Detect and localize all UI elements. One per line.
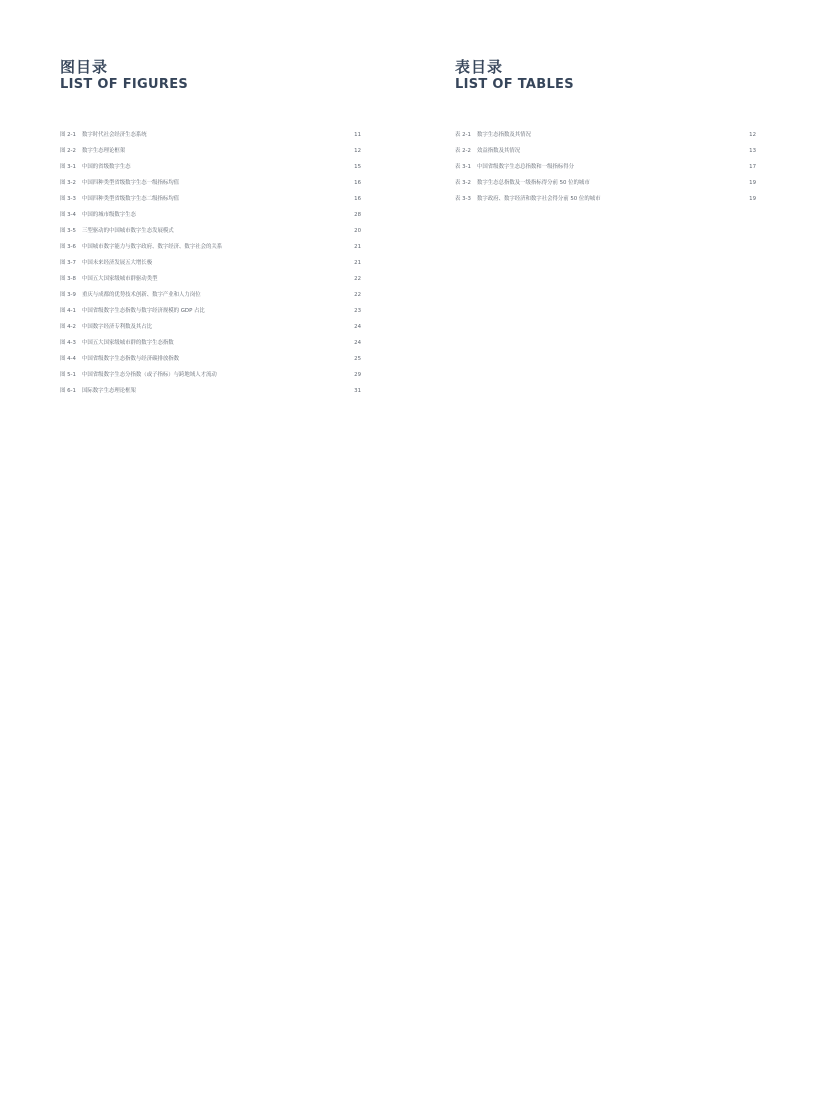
entry-label [60, 335, 174, 351]
entry-number: 图 3-9 [60, 292, 76, 298]
figure-list-item[interactable] [60, 191, 361, 207]
table-list-item[interactable] [455, 175, 756, 191]
figure-list-item[interactable] [60, 367, 361, 383]
entry-label [60, 159, 131, 175]
entry-number: 图 3-3 [60, 196, 76, 202]
entry-page-number: 22 [354, 276, 361, 282]
figure-list-item[interactable] [60, 175, 361, 191]
entry-page-number: 16 [354, 180, 361, 186]
tables-list [455, 127, 756, 207]
figures-title-en: LIST OF FIGURES [60, 77, 189, 92]
entry-label [60, 367, 217, 383]
entry-title: 中国数字经济专利数及其占比 [82, 324, 153, 330]
entry-number: 表 3-3 [455, 196, 471, 202]
figure-list-item[interactable] [60, 335, 361, 351]
entry-title: 中国四种类型省级数字生态二级指标均值 [82, 196, 180, 202]
entry-page-number: 20 [354, 228, 361, 234]
figure-list-item[interactable] [60, 207, 361, 223]
entry-title: 数字生态总指数及一级指标得分前 50 位的城市 [477, 180, 590, 186]
entry-title: 中国的城市级数字生态 [82, 212, 136, 218]
entry-page-number: 29 [354, 372, 361, 378]
entry-number: 图 4-3 [60, 340, 76, 346]
entry-number: 图 2-2 [60, 148, 76, 154]
entry-title: 中国的省级数字生态 [82, 164, 131, 170]
figure-list-item[interactable] [60, 143, 361, 159]
entry-page-number: 17 [749, 164, 756, 170]
entry-number: 图 3-8 [60, 276, 76, 282]
entry-label [60, 351, 179, 367]
entry-page-number: 13 [749, 148, 756, 154]
entry-title: 中国五大国家级城市群的数字生态指数 [82, 340, 174, 346]
entry-number: 图 3-6 [60, 244, 76, 250]
entry-page-number: 12 [354, 148, 361, 154]
entry-number: 图 3-2 [60, 180, 76, 186]
entry-label [60, 319, 152, 335]
figures-list [60, 127, 361, 399]
entry-number: 图 3-4 [60, 212, 76, 218]
entry-title: 数字时代社会经济生态系统 [82, 132, 147, 138]
entry-title: 三型驱动的中国城市数字生态发展模式 [82, 228, 174, 234]
entry-label [455, 143, 520, 159]
entry-label [455, 127, 531, 143]
entry-page-number: 19 [749, 196, 756, 202]
entry-label [60, 127, 147, 143]
entry-page-number: 21 [354, 244, 361, 250]
entry-page-number: 22 [354, 292, 361, 298]
entry-label [60, 287, 201, 303]
entry-title: 中国省级数字生态指数与经济碳排放指数 [82, 356, 180, 362]
entry-title: 中国城市数字能力与数字政府、数字经济、数字社会的关系 [82, 244, 223, 250]
figure-list-item[interactable] [60, 351, 361, 367]
entry-number: 图 6-1 [60, 388, 76, 394]
entry-label [455, 159, 574, 175]
entry-label [60, 239, 222, 255]
entry-label [60, 191, 179, 207]
tables-title-cn: 表目录 [455, 58, 504, 76]
figure-list-item[interactable] [60, 159, 361, 175]
entry-title: 效益指数及其情况 [477, 148, 521, 154]
figure-list-item[interactable] [60, 239, 361, 255]
table-list-item[interactable] [455, 127, 756, 143]
entry-number: 表 2-2 [455, 148, 471, 154]
entry-number: 图 5-1 [60, 372, 76, 378]
figure-list-item[interactable] [60, 271, 361, 287]
entry-page-number: 11 [354, 132, 361, 138]
entry-number: 图 3-7 [60, 260, 76, 266]
entry-label [60, 271, 157, 287]
entry-title: 数字生态理论框架 [82, 148, 126, 154]
entry-title: 国际数字生态理论框架 [82, 388, 136, 394]
entry-page-number: 12 [749, 132, 756, 138]
entry-title: 重庆与成都的优势技术创新、数字产业和人力岗位 [82, 292, 201, 298]
figure-list-item[interactable] [60, 303, 361, 319]
table-list-item[interactable] [455, 159, 756, 175]
entry-title: 中国省级数字生态总指数和一级指标得分 [477, 164, 575, 170]
entry-title: 中国未来经济发展五大增长极 [82, 260, 153, 266]
entry-label [60, 303, 205, 319]
entry-title: 中国四种类型省级数字生态一级指标均值 [82, 180, 180, 186]
entry-title: 中国省级数字生态指数与数字经济规模的 GDP 占比 [82, 308, 205, 314]
entry-number: 图 4-1 [60, 308, 76, 314]
entry-page-number: 28 [354, 212, 361, 218]
entry-number: 图 4-2 [60, 324, 76, 330]
entry-number: 表 3-1 [455, 164, 471, 170]
entry-page-number: 25 [354, 356, 361, 362]
entry-page-number: 21 [354, 260, 361, 266]
entry-label [60, 255, 152, 271]
entry-label [455, 191, 601, 207]
entry-label [60, 207, 136, 223]
entry-page-number: 23 [354, 308, 361, 314]
entry-title: 数字生态指数及其情况 [477, 132, 531, 138]
entry-number: 图 3-1 [60, 164, 76, 170]
tables-title-en: LIST OF TABLES [455, 77, 574, 92]
entry-page-number: 24 [354, 340, 361, 346]
entry-page-number: 24 [354, 324, 361, 330]
entry-title: 数字政府、数字经济和数字社会得分前 50 位的城市 [477, 196, 601, 202]
figure-list-item[interactable] [60, 255, 361, 271]
figure-list-item[interactable] [60, 223, 361, 239]
entry-label [455, 175, 590, 191]
entry-page-number: 16 [354, 196, 361, 202]
figures-title-cn: 图目录 [60, 58, 109, 76]
list-of-figures-section [60, 58, 361, 399]
entry-number: 图 4-4 [60, 356, 76, 362]
figure-list-item[interactable] [60, 287, 361, 303]
entry-title: 中国省级数字生态分指数（或子指标）与跨地域人才流动 [82, 372, 217, 378]
entry-number: 图 2-1 [60, 132, 76, 138]
table-list-item[interactable] [455, 143, 756, 159]
entry-label [60, 175, 179, 191]
entry-page-number: 31 [354, 388, 361, 394]
entry-label [60, 223, 174, 239]
entry-page-number: 15 [354, 164, 361, 170]
entry-page-number: 19 [749, 180, 756, 186]
entry-number: 表 3-2 [455, 180, 471, 186]
entry-title: 中国五大国家级城市群驱动类型 [82, 276, 158, 282]
list-of-tables-section [455, 58, 756, 207]
entry-number: 表 2-1 [455, 132, 471, 138]
figure-list-item[interactable] [60, 383, 361, 399]
figure-list-item[interactable] [60, 319, 361, 335]
entry-number: 图 3-5 [60, 228, 76, 234]
figure-list-item[interactable] [60, 127, 361, 143]
entry-label [60, 143, 125, 159]
entry-label [60, 383, 136, 399]
table-list-item[interactable] [455, 191, 756, 207]
